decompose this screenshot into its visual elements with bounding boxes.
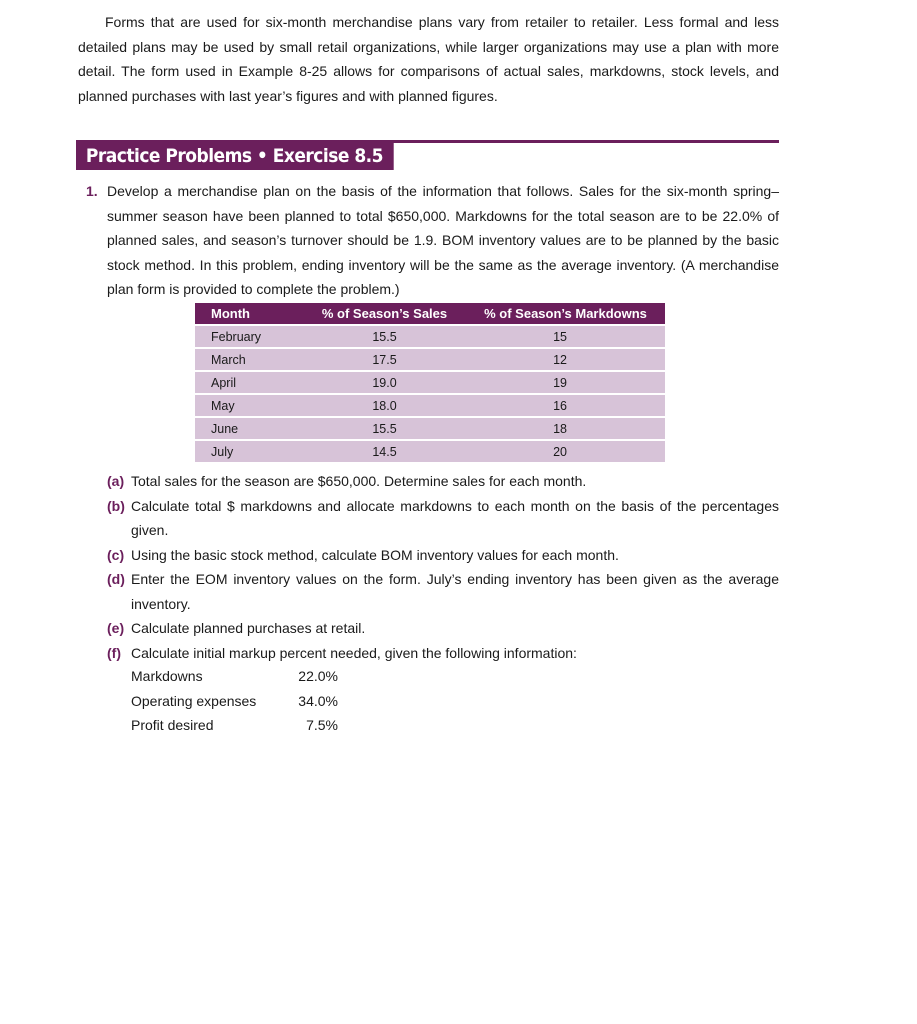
markup-info-table xyxy=(131,664,338,738)
section-title: Practice Problems • Exercise 8.5 xyxy=(76,143,394,170)
cell-month: March xyxy=(195,348,303,371)
cell-markdowns: 18 xyxy=(466,417,665,440)
cell-sales: 14.5 xyxy=(303,440,466,462)
cell-month: June xyxy=(195,417,303,440)
cell-sales: 19.0 xyxy=(303,371,466,394)
table-row xyxy=(195,348,665,371)
sub-question-d xyxy=(107,567,779,616)
sub-question-text: Enter the EOM inventory values on the form. July’s ending inventory has been given as the average inventory. xyxy=(131,571,779,612)
sub-question-label: (c) xyxy=(107,546,125,563)
sub-question-c xyxy=(107,543,779,568)
info-label: Markdowns xyxy=(131,668,203,684)
season-percentages-table xyxy=(195,303,665,462)
sub-question-label: (a) xyxy=(107,473,125,489)
sub-question-text: Total sales for the season are $650,000. Determine sales for each month. xyxy=(131,473,587,489)
sub-question-a xyxy=(107,469,779,494)
problem-number: 1. xyxy=(86,183,98,199)
table-row xyxy=(195,417,665,440)
table-row xyxy=(195,440,665,462)
sub-question-label: (b) xyxy=(107,497,125,514)
cell-sales: 15.5 xyxy=(303,417,466,440)
column-header-markdowns: % of Season’s Markdowns xyxy=(466,303,665,325)
table-header-row xyxy=(195,303,665,325)
cell-month: July xyxy=(195,440,303,462)
problem-text: Develop a merchandise plan on the basis of the information that follows. Sales for the six-month spring–summer season have been planned to total $650,000. Markdowns for the total season are to be 22.0% of planned sales, and season’s turnover should be 1.9. BOM inventory values are to be planned by the basic stock method. In this problem, ending inventory will be the same as the average inventory. (A merchandise plan form is provided to complete the problem.) xyxy=(107,183,779,297)
info-row xyxy=(131,664,338,689)
cell-month: February xyxy=(195,325,303,348)
sub-question-text: Calculate initial markup percent needed, given the following information: xyxy=(131,644,577,661)
info-row xyxy=(131,713,338,738)
cell-markdowns: 20 xyxy=(466,440,665,462)
sub-question-text: Calculate planned purchases at retail. xyxy=(131,620,366,636)
cell-month: May xyxy=(195,394,303,417)
sub-question-b xyxy=(107,494,779,543)
cell-sales: 17.5 xyxy=(303,348,466,371)
sub-question-text: Using the basic stock method, calculate BOM inventory values for each month. xyxy=(131,546,619,563)
cell-sales: 18.0 xyxy=(303,394,466,417)
sub-questions-list xyxy=(107,469,779,665)
cell-markdowns: 16 xyxy=(466,394,665,417)
cell-markdowns: 15 xyxy=(466,325,665,348)
table-row xyxy=(195,325,665,348)
sub-question-e xyxy=(107,616,779,641)
cell-markdowns: 12 xyxy=(466,348,665,371)
info-value: 34.0% xyxy=(298,692,338,709)
cell-month: April xyxy=(195,371,303,394)
table-row xyxy=(195,394,665,417)
column-header-sales: % of Season’s Sales xyxy=(303,303,466,325)
intro-paragraph: Forms that are used for six-month merchandise plans vary from retailer to retailer. Less formal and less detailed plans may be used by small retail organizations, while larger organizations may use a plan with more detail. The form used in Example 8-25 allows for comparisons of actual sales, markdowns, stock levels, and planned purchases with last year’s figures and with planned figures. xyxy=(78,14,779,104)
sub-question-f xyxy=(107,641,779,666)
info-row xyxy=(131,689,338,714)
sub-question-label: (d) xyxy=(107,571,125,587)
info-value: 22.0% xyxy=(298,668,338,684)
sub-question-text: Calculate total $ markdowns and allocate markdowns to each month on the basis of the percentages given. xyxy=(131,497,779,538)
column-header-month: Month xyxy=(195,303,303,325)
info-label: Operating expenses xyxy=(131,692,257,709)
cell-markdowns: 19 xyxy=(466,371,665,394)
sub-question-label: (f) xyxy=(107,644,121,661)
info-value: 7.5% xyxy=(306,717,338,733)
sub-question-label: (e) xyxy=(107,620,125,636)
table-row xyxy=(195,371,665,394)
info-label: Profit desired xyxy=(131,717,214,733)
cell-sales: 15.5 xyxy=(303,325,466,348)
